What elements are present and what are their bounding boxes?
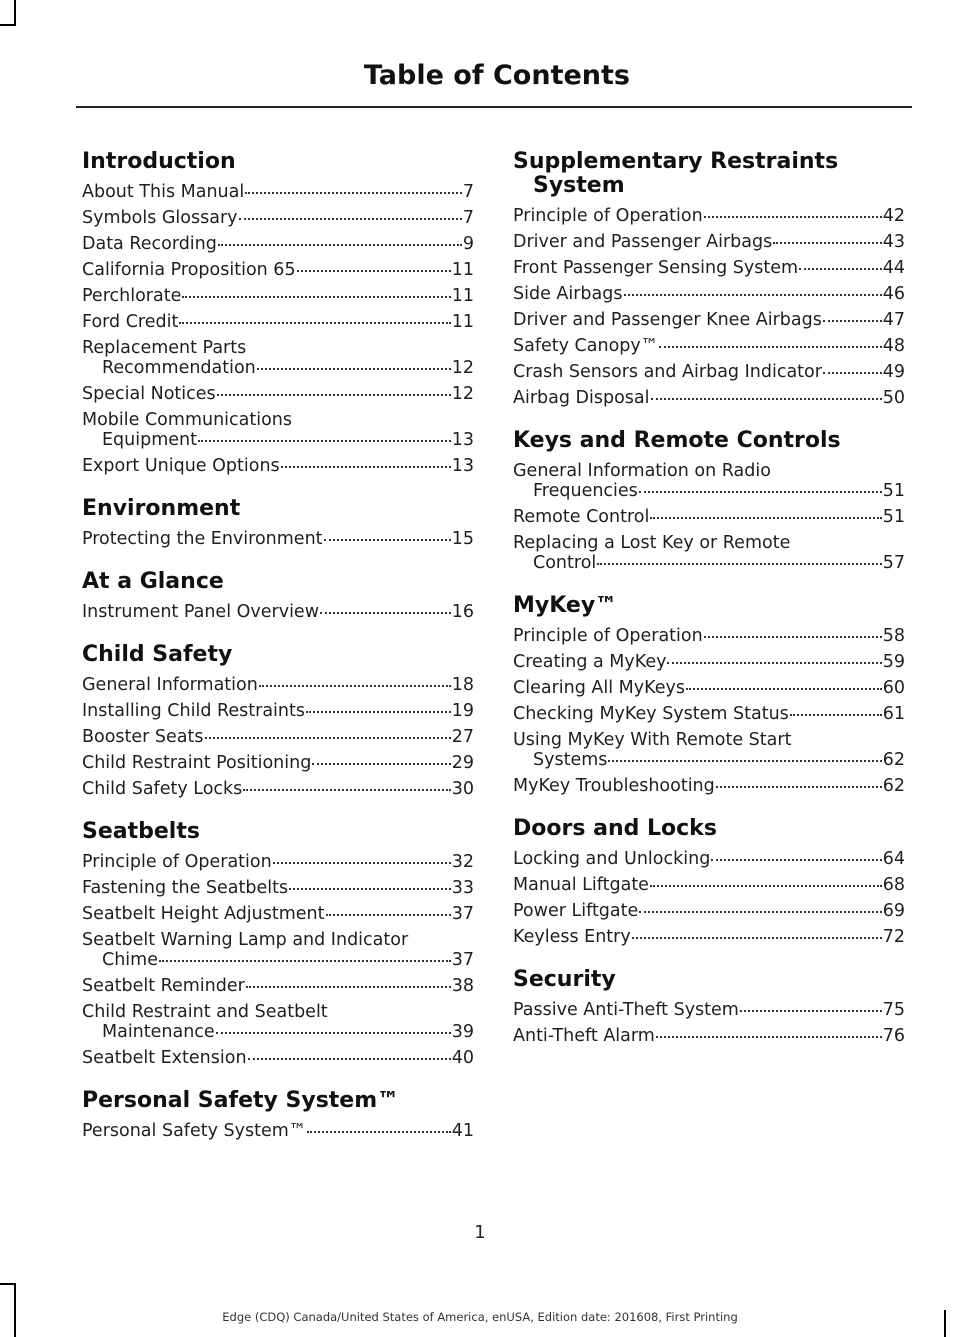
toc-entry[interactable] [513,626,905,646]
section-title: Environment [82,496,241,521]
entry-title: Principle of Operation [513,626,703,646]
entry-page-number: 27 [451,727,474,747]
toc-entry[interactable] [513,901,905,921]
entry-page-number: 38 [451,976,474,996]
toc-entry[interactable] [82,208,474,228]
entry-title: Creating a MyKey [513,652,667,672]
toc-column-left [82,150,474,1147]
toc-entry[interactable] [82,602,474,622]
entry-title: Symbols Glossary [82,208,238,228]
toc-entry[interactable] [82,930,474,970]
toc-section [82,643,474,799]
entry-title: Replacing a Lost Key or Remote [513,533,791,553]
toc-entry[interactable] [513,461,905,501]
toc-entry[interactable] [513,362,905,382]
entry-title: Replacement Parts [82,338,247,358]
toc-entry[interactable] [82,286,474,306]
section-title: Supplementary Restraints System [513,149,839,198]
entry-title: General Information on Radio [513,461,771,481]
section-title: Personal Safety System™ [82,1088,400,1113]
entry-title: Anti-Theft Alarm [513,1026,655,1046]
entry-page-number: 11 [451,286,474,306]
entry-page-number: 60 [882,678,905,698]
toc-entry[interactable] [82,779,474,799]
toc-entry[interactable] [513,206,905,226]
entry-title: Remote Control [513,507,650,527]
toc-section [513,594,905,796]
entry-page-number: 68 [882,875,905,895]
entry-title: Maintenance [102,1022,215,1042]
entry-title: Recommendation [102,358,256,378]
toc-entry[interactable] [513,678,905,698]
dot-leader [667,662,881,664]
entry-page-number: 47 [882,310,905,330]
dot-leader [650,885,882,887]
entry-title: Child Restraint Positioning [82,753,312,773]
entry-title: General Information [82,675,258,695]
entry-page-number: 11 [451,260,474,280]
entry-title: Chime [102,950,158,970]
toc-entry[interactable] [513,1026,905,1046]
entry-title: Seatbelt Warning Lamp and Indicator [82,930,409,950]
toc-column-right [513,150,905,1052]
section-title: Keys and Remote Controls [513,428,841,453]
dot-leader [182,296,450,298]
toc-entry[interactable] [82,701,474,721]
toc-entry[interactable] [82,529,474,549]
toc-entry[interactable] [513,927,905,947]
toc-entry[interactable] [513,258,905,278]
dot-leader [198,440,451,442]
entry-page-number: 12 [451,358,474,378]
toc-entry[interactable] [513,1000,905,1020]
toc-entry[interactable] [513,232,905,252]
section-title: At a Glance [82,569,224,594]
dot-leader [650,517,881,519]
toc-entry[interactable] [82,878,474,898]
dot-leader [320,612,451,614]
dot-leader [306,711,451,713]
entry-title: Protecting the Environment [82,529,323,549]
dot-leader [216,1032,451,1034]
entry-title: Passive Anti-Theft System [513,1000,739,1020]
entry-page-number: 59 [882,652,905,672]
entry-page-number: 72 [882,927,905,947]
toc-entry[interactable] [82,234,474,254]
entry-title: Checking MyKey System Status [513,704,789,724]
entry-title: Driver and Passenger Airbags [513,232,773,252]
dot-leader [273,862,451,864]
entry-title: Fastening the Seatbelts [82,878,289,898]
dot-leader [740,1010,882,1012]
entry-title: Export Unique Options [82,456,280,476]
entry-title: Manual Liftgate [513,875,649,895]
entry-page-number: 76 [882,1026,905,1046]
entry-page-number: 57 [882,553,905,573]
dot-leader [297,270,451,272]
dot-leader [686,688,882,690]
entry-page-number: 64 [882,849,905,869]
entry-page-number: 44 [882,258,905,278]
entry-title: Booster Seats [82,727,204,747]
dot-leader [659,346,881,348]
toc-entry[interactable] [82,1121,474,1141]
toc-entry[interactable] [82,410,474,450]
entry-page-number: 29 [451,753,474,773]
dot-leader [608,760,881,762]
dot-leader [656,1036,882,1038]
dot-leader [704,216,882,218]
entry-page-number: 39 [451,1022,474,1042]
dot-leader [790,714,882,716]
entry-title: Systems [533,750,608,770]
toc-section [82,570,474,622]
edition-footer: Edge (CDQ) Canada/United States of America, enUSA, Edition date: 201608, First Printing [222,1310,738,1324]
entry-title: Child Restraint and Seatbelt [82,1002,328,1022]
entry-page-number: 69 [882,901,905,921]
entry-page-number: 51 [882,481,905,501]
toc-entry[interactable] [82,727,474,747]
toc-entry[interactable] [513,776,905,796]
entry-page-number: 32 [451,852,474,872]
entry-title: Using MyKey With Remote Start [513,730,792,750]
toc-entry[interactable] [513,507,905,527]
entry-title: Installing Child Restraints [82,701,305,721]
entry-title: Mobile Communications [82,410,293,430]
dot-leader [243,789,450,791]
toc-section [82,150,474,476]
dot-leader [324,539,451,541]
section-title: Child Safety [82,642,233,667]
dot-leader [823,372,882,374]
entry-title: Seatbelt Height Adjustment [82,904,325,924]
entry-title: Locking and Unlocking [513,849,711,869]
entry-title: Principle of Operation [82,852,272,872]
entry-title: Data Recording [82,234,217,254]
entry-title: Clearing All MyKeys [513,678,685,698]
entry-title: Power Liftgate [513,901,639,921]
dot-leader [218,244,462,246]
entry-title: Instrument Panel Overview [82,602,320,622]
toc-section [513,968,905,1046]
toc-entry[interactable] [82,338,474,378]
toc-entry[interactable] [513,284,905,304]
entry-page-number: 50 [882,388,905,408]
page-title: Table of Contents [363,60,630,91]
dot-leader [245,192,462,194]
dot-leader [259,685,451,687]
dot-leader [716,786,882,788]
toc-entry[interactable] [513,336,905,356]
dot-leader [632,937,882,939]
entry-page-number: 9 [462,234,474,254]
entry-title: About This Manual [82,182,245,202]
toc-entry[interactable] [82,1002,474,1042]
dot-leader [159,960,451,962]
entry-title: Equipment [102,430,197,450]
toc-entry[interactable] [82,675,474,695]
dot-leader [312,763,450,765]
dot-leader [639,911,881,913]
entry-page-number: 61 [882,704,905,724]
entry-page-number: 13 [451,456,474,476]
entry-title: Side Airbags [513,284,623,304]
section-title: Security [513,967,616,992]
header-divider [76,106,912,108]
toc-section [513,429,905,573]
crop-mark [0,24,16,26]
toc-entry[interactable] [82,312,474,332]
entry-title: Seatbelt Extension [82,1048,247,1068]
crop-mark [0,1283,16,1285]
entry-title: Front Passenger Sensing System [513,258,799,278]
entry-page-number: 33 [451,878,474,898]
dot-leader [205,737,451,739]
toc-entry[interactable] [82,1048,474,1068]
entry-title: Ford Credit [82,312,179,332]
toc-section [82,497,474,549]
dot-leader [248,1058,451,1060]
entry-title: Driver and Passenger Knee Airbags [513,310,822,330]
entry-title: Child Safety Locks [82,779,243,799]
dot-leader [257,368,451,370]
page-number: 1 [474,1222,486,1243]
toc-entry[interactable] [513,730,905,770]
entry-page-number: 13 [451,430,474,450]
dot-leader [239,218,462,220]
entry-title: California Proposition 65 [82,260,296,280]
toc-entry[interactable] [82,753,474,773]
dot-leader [773,242,882,244]
toc-section [513,150,905,408]
dot-leader [624,294,882,296]
entry-page-number: 49 [882,362,905,382]
entry-page-number: 12 [451,384,474,404]
entry-page-number: 30 [451,779,474,799]
entry-page-number: 46 [882,284,905,304]
entry-page-number: 15 [451,529,474,549]
entry-page-number: 7 [462,208,474,228]
entry-page-number: 40 [451,1048,474,1068]
dot-leader [704,636,882,638]
toc-section [513,817,905,947]
dot-leader [799,268,882,270]
entry-title: Principle of Operation [513,206,703,226]
entry-page-number: 51 [882,507,905,527]
dot-leader [246,986,451,988]
entry-page-number: 16 [451,602,474,622]
section-title: Seatbelts [82,819,200,844]
dot-leader [597,563,881,565]
entry-page-number: 42 [882,206,905,226]
entry-page-number: 75 [882,1000,905,1020]
dot-leader [326,914,451,916]
entry-page-number: 11 [451,312,474,332]
entry-title: Personal Safety System™ [82,1121,307,1141]
dot-leader [179,322,450,324]
dot-leader [307,1131,450,1133]
entry-title: Crash Sensors and Airbag Indicator [513,362,822,382]
dot-leader [639,491,882,493]
toc-section [82,820,474,1068]
entry-title: Special Notices [82,384,216,404]
entry-title: Keyless Entry [513,927,631,947]
entry-title: Seatbelt Reminder [82,976,245,996]
toc-entry[interactable] [513,533,905,573]
toc-entry[interactable] [82,384,474,404]
entry-page-number: 58 [882,626,905,646]
entry-page-number: 48 [882,336,905,356]
dot-leader [281,466,451,468]
entry-page-number: 37 [451,950,474,970]
toc-entry[interactable] [513,875,905,895]
section-title: Doors and Locks [513,816,717,841]
entry-title: Safety Canopy™ [513,336,659,356]
toc-entry[interactable] [513,652,905,672]
entry-page-number: 7 [462,182,474,202]
toc-section [82,1089,474,1141]
entry-title: MyKey Troubleshooting [513,776,715,796]
toc-entry[interactable] [82,904,474,924]
toc-entry[interactable] [82,182,474,202]
toc-entry[interactable] [82,852,474,872]
dot-leader [289,888,451,890]
dot-leader [711,859,881,861]
toc-entry[interactable] [513,704,905,724]
section-title: Introduction [82,149,236,174]
dot-leader [651,398,882,400]
toc-entry[interactable] [82,976,474,996]
entry-title: Control [533,553,597,573]
crop-mark [14,0,16,26]
dot-leader [823,320,882,322]
entry-title: Frequencies [533,481,638,501]
entry-page-number: 18 [451,675,474,695]
entry-page-number: 43 [882,232,905,252]
section-title: MyKey™ [513,593,618,618]
toc-entry[interactable] [513,849,905,869]
entry-title: Airbag Disposal [513,388,650,408]
entry-page-number: 19 [451,701,474,721]
entry-title: Perchlorate [82,286,182,306]
entry-page-number: 41 [451,1121,474,1141]
toc-entry[interactable] [513,388,905,408]
entry-page-number: 62 [882,750,905,770]
toc-entry[interactable] [513,310,905,330]
toc-entry[interactable] [82,260,474,280]
entry-page-number: 37 [451,904,474,924]
entry-page-number: 62 [882,776,905,796]
dot-leader [217,394,451,396]
toc-entry[interactable] [82,456,474,476]
